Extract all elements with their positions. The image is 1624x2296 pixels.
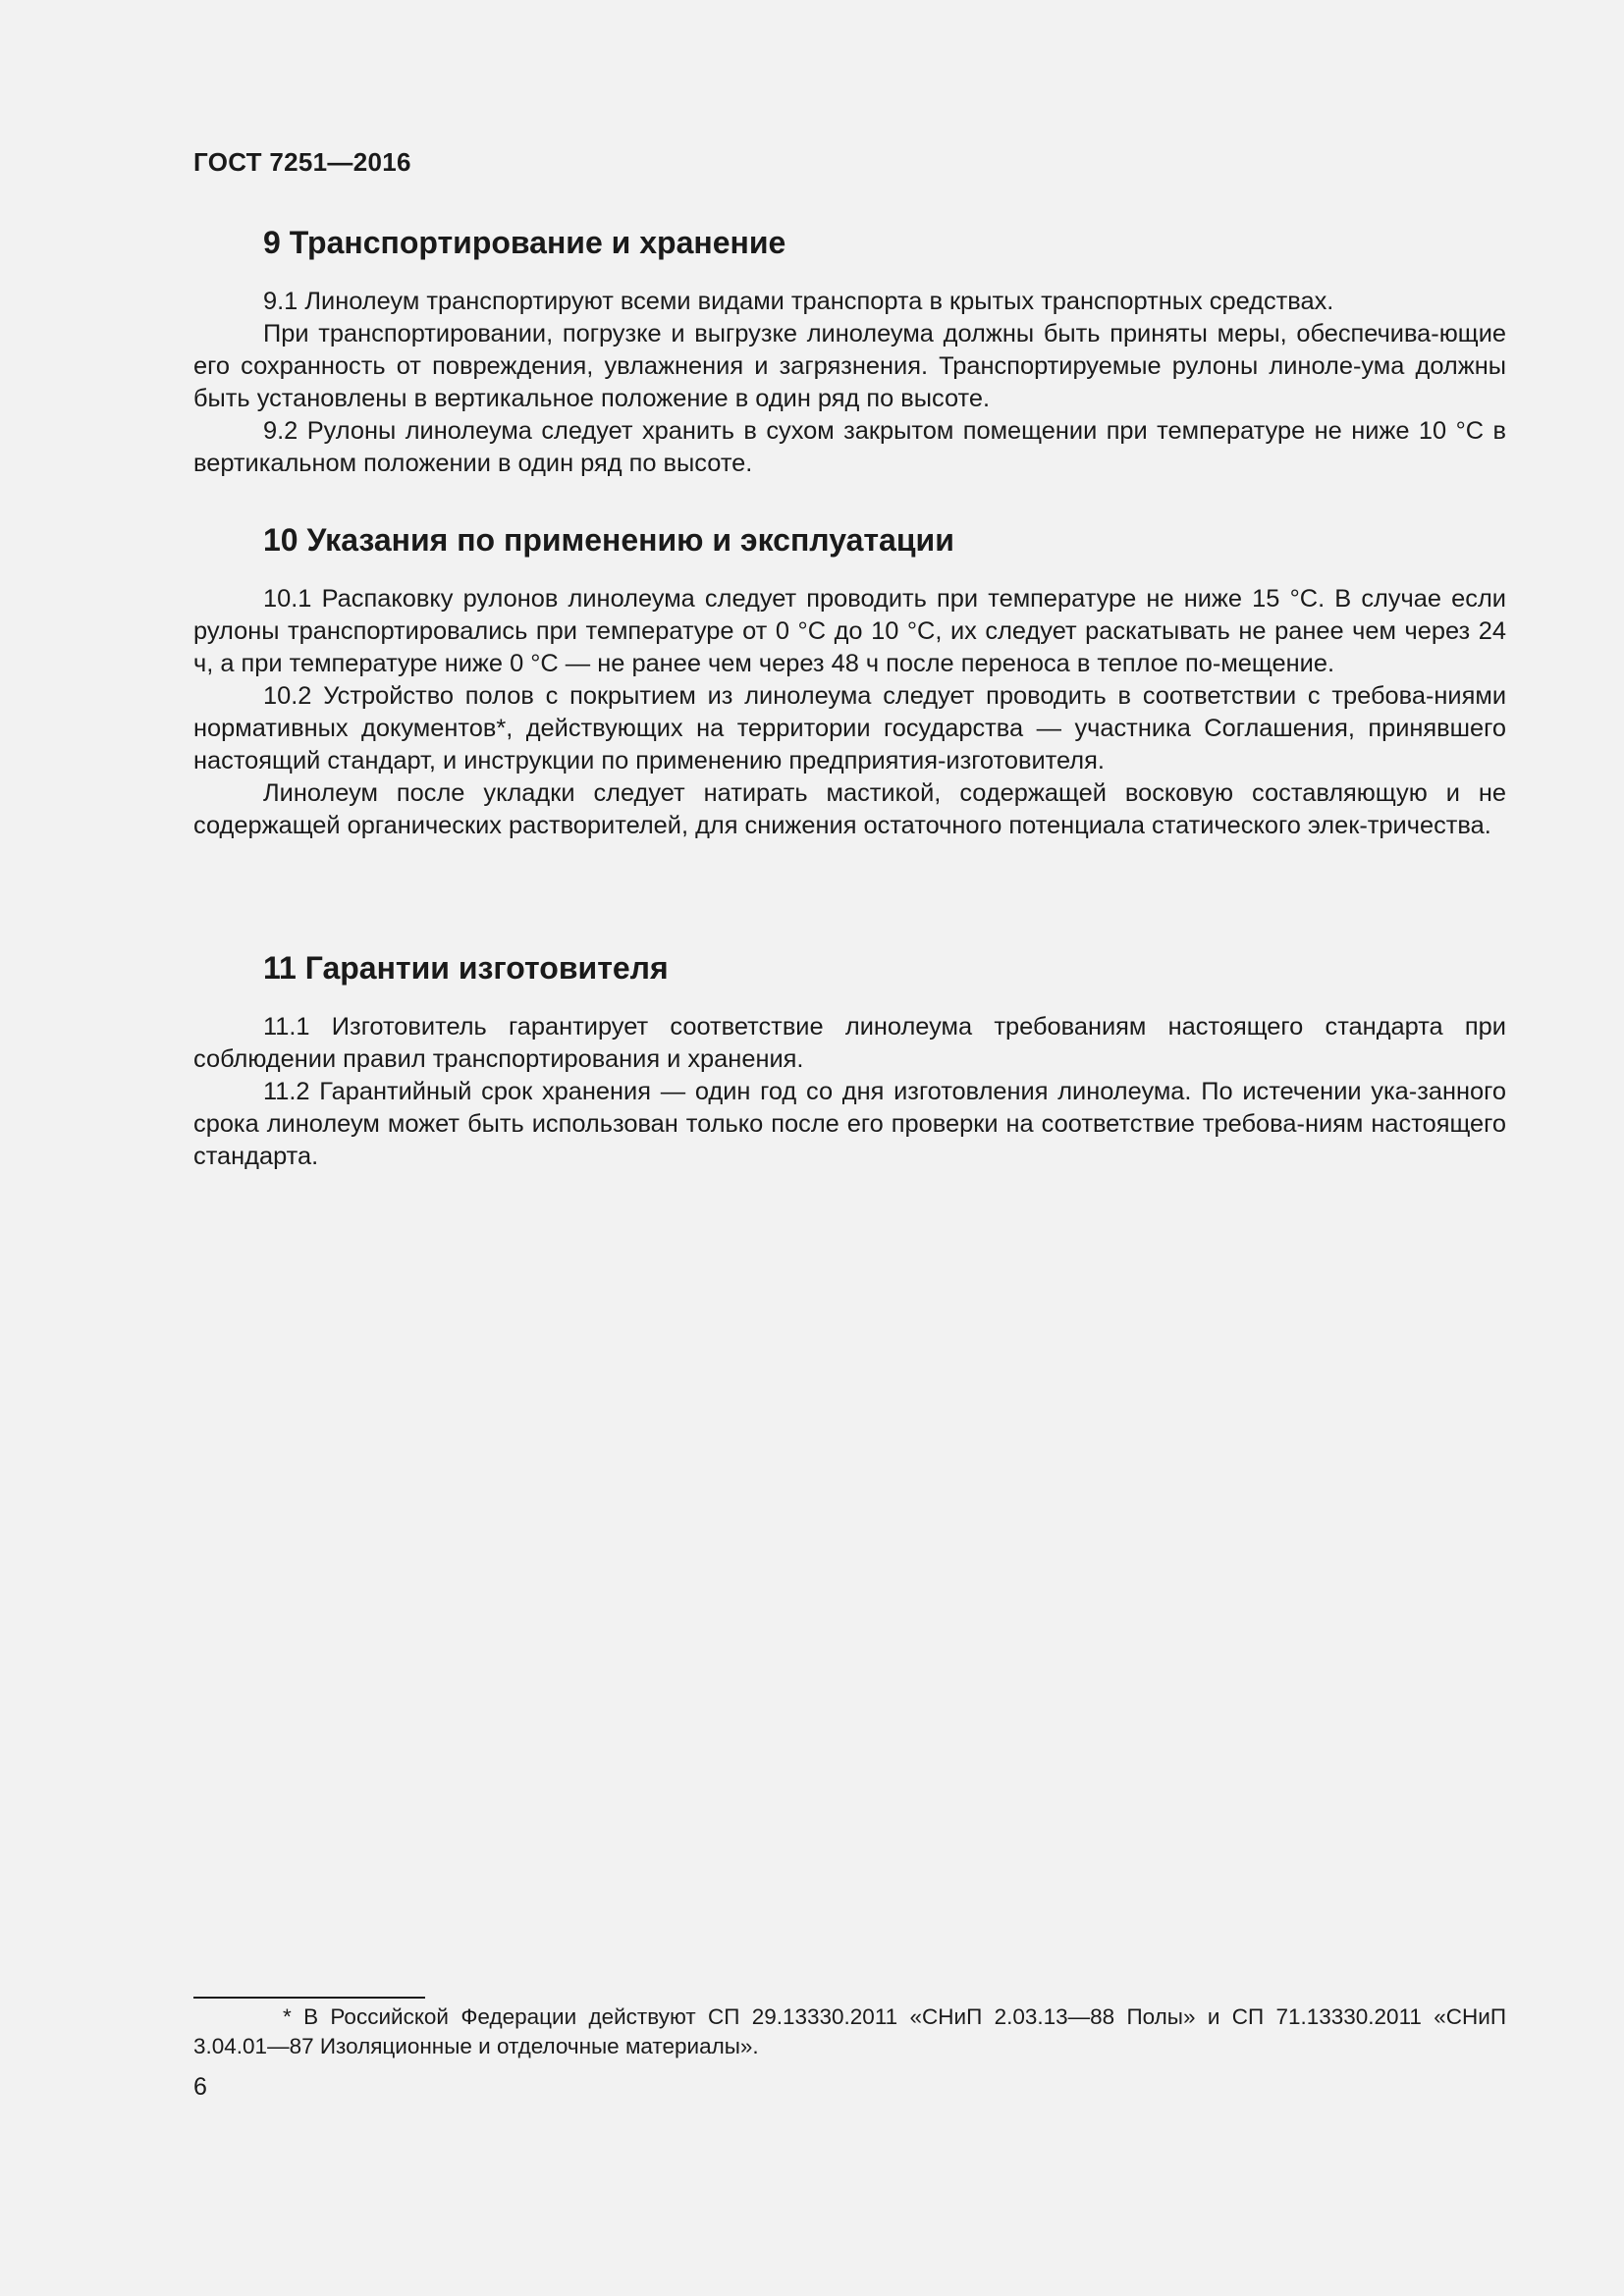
section-9-body xyxy=(193,286,1506,480)
section-11-body xyxy=(193,1011,1506,1173)
paragraph-10-2: 10.2 Устройство полов с покрытием из линолеума следует проводить в соответствии с требова-ниями нормативных документов*, действующих на территории государства — участника Соглашения, принявшего настоящий стандарт, и инструкции по применению предприятия-изготовителя. xyxy=(193,682,1506,774)
paragraph-9-2: 9.2 Рулоны линолеума следует хранить в сухом закрытом помещении при температуре не ниже 10 °С в вертикальном положении в один ряд по высоте. xyxy=(193,417,1506,477)
paragraph-11-2: 11.2 Гарантийный срок хранения — один год со дня изготовления линолеума. По истечении ука-занного срока линолеум может быть использован только после его проверки на соответствие требова-ниям настоящего стандарта. xyxy=(193,1078,1506,1170)
paragraph-10-2-cont: Линолеум после укладки следует натирать мастикой, содержащей восковую составляющую и не содержащей органических растворителей, для снижения остаточного потенциала статического элек-тричества. xyxy=(193,779,1506,839)
section-10-body xyxy=(193,583,1506,842)
paragraph-11-1: 11.1 Изготовитель гарантирует соответствие линолеума требованиям настоящего стандарта при соблюдении правил транспортирования и хранения. xyxy=(193,1013,1506,1073)
footnote-divider xyxy=(193,1997,425,1999)
document-header: ГОСТ 7251—2016 xyxy=(193,147,411,177)
paragraph-9-1: 9.1 Линолеум транспортируют всеми видами транспорта в крытых транспортных средствах. xyxy=(263,288,1334,315)
paragraph-9-1-cont: При транспортировании, погрузке и выгрузке линолеума должны быть приняты меры, обеспечива-ющие его сохранность от повреждения, увлажнения и загрязнения. Транспортируемые рулоны линоле-ума должны быть установлены в вертикальное положение в один ряд по высоте. xyxy=(193,320,1506,412)
section-11-title: 11 Гарантии изготовителя xyxy=(263,950,669,986)
paragraph-10-1: 10.1 Распаковку рулонов линолеума следует проводить при температуре не ниже 15 °С. В случае если рулоны транспортировались при температуре от 0 °С до 10 °С, их следует раскатывать не ранее чем через 24 ч, а при температуре ниже 0 °С — не ранее чем через 48 ч после переноса в теплое по-мещение. xyxy=(193,585,1506,677)
section-10-title: 10 Указания по применению и эксплуатации xyxy=(263,522,954,558)
footnote: * В Российской Федерации действуют СП 29.13330.2011 «СНиП 2.03.13—88 Полы» и СП 71.13330.2011 «СНиП 3.04.01—87 Изоляционные и отделочные материалы». xyxy=(193,2004,1506,2058)
page-number: 6 xyxy=(193,2073,207,2101)
section-9-title: 9 Транспортирование и хранение xyxy=(263,225,786,260)
